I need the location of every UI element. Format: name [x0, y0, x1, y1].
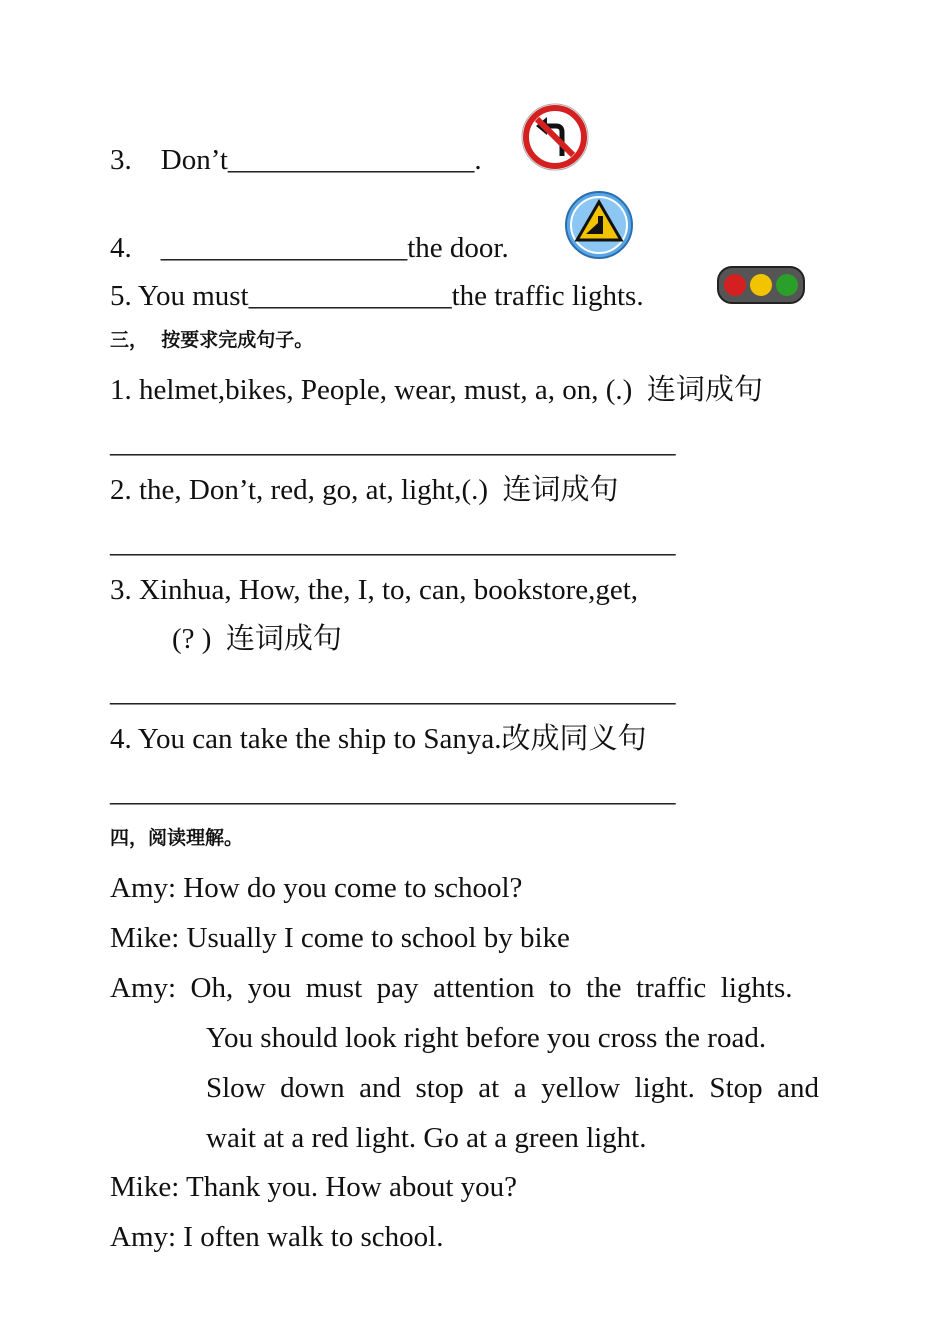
question-suffix: . [474, 144, 482, 176]
question-3 [110, 142, 482, 178]
dialogue-line: You should look right before you cross the road. [206, 1022, 767, 1054]
question-suffix: the door. [407, 232, 509, 264]
question-number: 4. [110, 232, 132, 264]
dialogue-line: wait at a red light. Go at a green light. [206, 1122, 647, 1154]
dialogue-line: Amy: I often walk to school. [110, 1221, 444, 1253]
no-left-turn-sign-icon [520, 102, 590, 172]
answer-blank[interactable]: _________________ [160, 232, 408, 264]
question-prefix: Don’t [160, 144, 228, 176]
question-suffix: the traffic lights. [451, 280, 644, 312]
dialogue-line: Slow down and stop at a yellow light. Stop and [206, 1072, 819, 1104]
question-4 [110, 230, 509, 266]
sentence-task-2: 2. the, Don’t, red, go, at, light,(.) 连词成句 [110, 474, 619, 506]
traffic-light-icon [716, 264, 806, 306]
caution-door-sign-icon [564, 190, 634, 260]
answer-blank[interactable]: _________________ [227, 144, 475, 176]
sentence-task-3-cont: (? ) 连词成句 [172, 623, 342, 655]
sentence-task-4: 4. You can take the ship to Sanya.改成同义句 [110, 723, 647, 755]
section-4-heading: 四，阅读理解。 [110, 827, 244, 849]
sentence-task-3: 3. Xinhua, How, the, I, to, can, bookstore,get, [110, 574, 639, 606]
answer-blank[interactable]: ______________ [248, 280, 452, 312]
question-prefix: 5. You must [110, 280, 249, 312]
dialogue-line: Amy: How do you come to school? [110, 872, 523, 904]
dialogue-line: Mike: Usually I come to school by bike [110, 922, 570, 954]
question-number: 3. [110, 144, 132, 176]
dialogue-line: Mike: Thank you. How about you? [110, 1171, 518, 1203]
sentence-task-1: 1. helmet,bikes, People, wear, must, a, on, (.) 连词成句 [110, 374, 763, 406]
answer-line-3[interactable]: _______________________________________ [110, 676, 676, 708]
answer-line-4[interactable]: _______________________________________ [110, 776, 676, 808]
answer-line-1[interactable]: _______________________________________ [110, 427, 676, 459]
answer-line-2[interactable]: _______________________________________ [110, 527, 676, 559]
question-5 [110, 278, 644, 314]
section-3-heading: 三， 按要求完成句子。 [110, 329, 314, 351]
dialogue-line: Amy: Oh, you must pay attention to the traffic lights. [110, 972, 793, 1004]
